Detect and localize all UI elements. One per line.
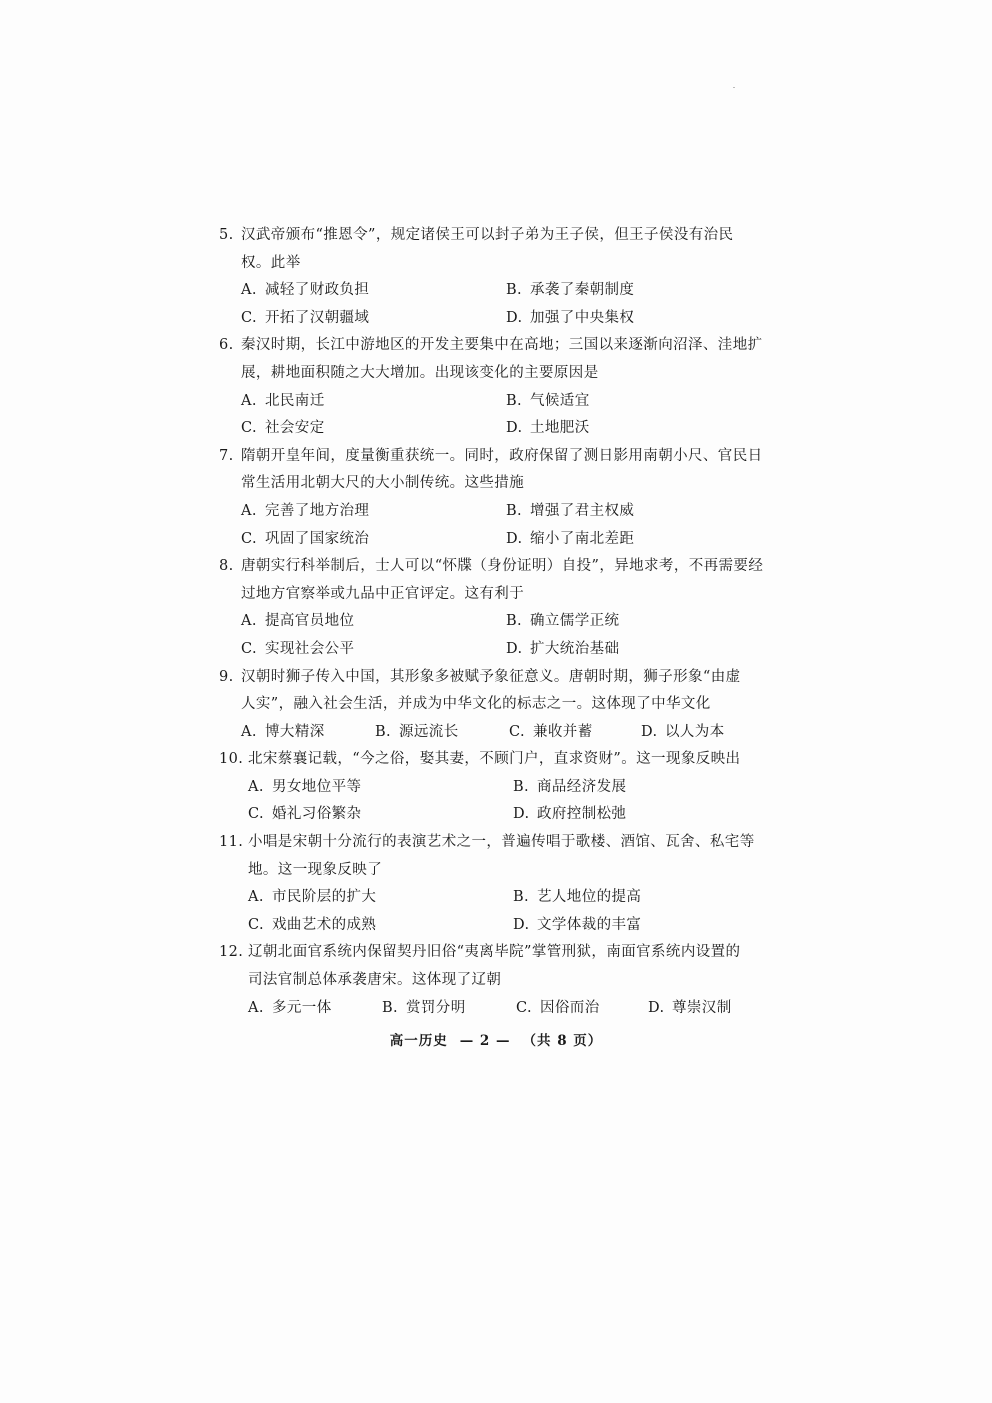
- option-b: [506, 498, 634, 526]
- option-letter: D.: [641, 723, 658, 740]
- question-stem-line: [219, 553, 784, 581]
- option-letter: C.: [241, 640, 257, 657]
- question-number: 9.: [219, 668, 234, 685]
- question-item: [219, 664, 784, 747]
- option-letter: C.: [248, 806, 264, 823]
- option-letter: C.: [248, 916, 264, 933]
- footer-subject: 高一历史: [389, 1033, 448, 1049]
- option-row: [219, 719, 784, 747]
- option-text: 社会安定: [265, 420, 325, 437]
- question-item: [219, 443, 784, 553]
- option-letter: C.: [509, 723, 525, 740]
- option-d: [648, 995, 732, 1023]
- option-row: [219, 415, 784, 443]
- option-a: [241, 388, 325, 416]
- option-c: [241, 636, 354, 664]
- option-text: 赏罚分明: [406, 999, 466, 1016]
- option-a: [241, 719, 325, 747]
- question-stem-text: 常生活用北朝大尺的大小制传统。这些措施: [241, 475, 525, 492]
- option-c: [516, 995, 600, 1023]
- question-stem-line: [219, 222, 784, 250]
- option-text: 北民南迁: [265, 392, 325, 409]
- option-letter: A.: [248, 999, 264, 1016]
- question-stem-line: [219, 691, 784, 719]
- option-row: [219, 277, 784, 305]
- question-stem-text: 司法官制总体承袭唐宋。这体现了辽朝: [248, 972, 502, 989]
- option-letter: C.: [241, 309, 257, 326]
- option-text: 政府控制松弛: [537, 806, 627, 823]
- option-c: [241, 526, 369, 554]
- question-stem-text: 秦汉时期，长江中游地区的开发主要集中在高地；三国以来逐渐向沼泽、洼地扩: [241, 337, 763, 354]
- option-row: [219, 526, 784, 554]
- option-text: 博大精深: [265, 723, 325, 740]
- question-item: [219, 332, 784, 442]
- option-text: 艺人地位的提高: [537, 889, 642, 906]
- question-item: [219, 746, 784, 829]
- option-letter: A.: [241, 723, 257, 740]
- question-number: 12.: [219, 944, 244, 961]
- question-stem-text: 隋朝开皇年间，度量衡重获统一。同时，政府保留了测日影用南朝小尺、官民日: [241, 447, 763, 464]
- option-c: [241, 415, 325, 443]
- question-stem-text: 辽朝北面官系统内保留契丹旧俗“夷离毕院”掌管刑狱，南面官系统内设置的: [248, 944, 741, 961]
- question-stem-line: [219, 443, 784, 471]
- option-text: 多元一体: [272, 999, 332, 1016]
- option-text: 加强了中央集权: [530, 309, 635, 326]
- option-d: [513, 912, 641, 940]
- option-text: 尊崇汉制: [672, 999, 732, 1016]
- option-letter: A.: [241, 392, 257, 409]
- option-c: [241, 305, 369, 333]
- option-letter: B.: [382, 999, 399, 1016]
- question-number: 10.: [219, 751, 244, 768]
- option-row: [219, 388, 784, 416]
- option-text: 完善了地方治理: [265, 502, 370, 519]
- question-stem-line: [219, 470, 784, 498]
- question-item: [219, 553, 784, 663]
- question-number: 6.: [219, 337, 234, 354]
- option-letter: A.: [241, 502, 257, 519]
- option-text: 巩固了国家统治: [265, 530, 370, 547]
- option-text: 文学体裁的丰富: [537, 916, 642, 933]
- option-b: [375, 719, 459, 747]
- option-row: [219, 801, 784, 829]
- question-stem-line: [219, 967, 784, 995]
- option-b: [513, 884, 641, 912]
- option-letter: B.: [375, 723, 392, 740]
- option-row: [219, 774, 784, 802]
- question-stem-text: 北宋蔡襄记载，“今之俗，娶其妻，不顾门户，直求资财”。这一现象反映出: [248, 751, 741, 768]
- option-d: [506, 415, 590, 443]
- option-row: [219, 608, 784, 636]
- option-letter: A.: [248, 778, 264, 795]
- option-a: [241, 277, 369, 305]
- option-letter: D.: [506, 640, 523, 657]
- option-text: 缩小了南北差距: [530, 530, 635, 547]
- option-b: [513, 774, 626, 802]
- question-number: 5.: [219, 227, 234, 243]
- option-a: [248, 884, 376, 912]
- option-letter: D.: [506, 530, 523, 547]
- option-text: 兼收并蓄: [533, 723, 593, 740]
- question-item: [219, 829, 784, 939]
- question-stem-text: 权。此举: [241, 254, 301, 271]
- option-row: [219, 912, 784, 940]
- option-b: [382, 995, 466, 1023]
- option-text: 婚礼习俗繁杂: [272, 806, 362, 823]
- question-stem-line: [219, 250, 784, 278]
- option-letter: D.: [513, 806, 530, 823]
- option-letter: C.: [241, 420, 257, 437]
- option-b: [506, 608, 619, 636]
- option-letter: C.: [241, 530, 257, 547]
- option-letter: B.: [513, 889, 530, 906]
- option-text: 市民阶层的扩大: [272, 889, 377, 906]
- option-text: 戏曲艺术的成熟: [272, 916, 377, 933]
- option-text: 确立儒学正统: [530, 613, 620, 630]
- option-text: 开拓了汉朝疆域: [265, 309, 370, 326]
- option-letter: A.: [241, 613, 257, 630]
- question-number: 8.: [219, 558, 234, 575]
- question-stem-text: 人实”，融入社会生活，并成为中华文化的标志之一。这体现了中华文化: [241, 696, 711, 713]
- option-a: [248, 995, 332, 1023]
- question-stem-line: [219, 857, 784, 885]
- option-letter: D.: [648, 999, 665, 1016]
- question-stem-line: [219, 332, 784, 360]
- option-a: [248, 774, 361, 802]
- question-stem-text: 展，耕地面积随之大大增加。出现该变化的主要原因是: [241, 364, 599, 381]
- option-text: 增强了君主权威: [530, 502, 635, 519]
- question-stem-line: [219, 360, 784, 388]
- question-item: [219, 222, 784, 332]
- scan-speck: [733, 87, 735, 88]
- question-stem-line: [219, 829, 784, 857]
- option-text: 源远流长: [399, 723, 459, 740]
- option-letter: D.: [513, 916, 530, 933]
- question-number: 7.: [219, 447, 234, 464]
- option-text: 实现社会公平: [265, 640, 355, 657]
- option-letter: A.: [248, 889, 264, 906]
- option-b: [506, 277, 634, 305]
- option-letter: B.: [506, 502, 523, 519]
- option-letter: B.: [506, 282, 523, 299]
- option-row: [219, 498, 784, 526]
- option-letter: D.: [506, 420, 523, 437]
- page-footer: [0, 1029, 992, 1049]
- option-a: [241, 498, 369, 526]
- option-text: 商品经济发展: [537, 778, 627, 795]
- option-d: [506, 305, 634, 333]
- option-text: 提高官员地位: [265, 613, 355, 630]
- option-c: [248, 912, 376, 940]
- option-d: [641, 719, 725, 747]
- footer-total-pages: （共 8 页）: [522, 1033, 603, 1049]
- option-row: [219, 995, 784, 1023]
- option-row: [219, 305, 784, 333]
- option-c: [248, 801, 361, 829]
- option-d: [513, 801, 626, 829]
- option-text: 扩大统治基础: [530, 640, 620, 657]
- question-number: 11.: [219, 834, 244, 851]
- option-letter: C.: [516, 999, 532, 1016]
- option-letter: B.: [506, 613, 523, 630]
- question-stem-line: [219, 746, 784, 774]
- option-text: 承袭了秦朝制度: [530, 282, 635, 299]
- option-row: [219, 884, 784, 912]
- question-stem-line: [219, 939, 784, 967]
- option-row: [219, 636, 784, 664]
- question-stem-line: [219, 581, 784, 609]
- option-text: 男女地位平等: [272, 778, 362, 795]
- question-stem-text: 过地方官察举或九品中正官评定。这有利于: [241, 585, 525, 602]
- option-letter: B.: [513, 778, 530, 795]
- option-c: [509, 719, 593, 747]
- option-a: [241, 608, 354, 636]
- question-list: [219, 222, 784, 1022]
- option-letter: D.: [506, 309, 523, 326]
- option-text: 因俗而治: [540, 999, 600, 1016]
- question-stem-text: 汉朝时狮子传入中国，其形象多被赋予象征意义。唐朝时期，狮子形象“由虚: [241, 668, 741, 685]
- option-text: 土地肥沃: [530, 420, 590, 437]
- question-stem-text: 汉武帝颁布“推恩令”，规定诸侯王可以封子弟为王子侯，但王子侯没有治民: [241, 227, 734, 243]
- question-stem-text: 地。这一现象反映了: [248, 861, 383, 878]
- option-letter: B.: [506, 392, 523, 409]
- question-stem-line: [219, 664, 784, 692]
- question-stem-text: 小唱是宋朝十分流行的表演艺术之一，普遍传唱于歌楼、酒馆、瓦舍、私宅等: [248, 834, 755, 851]
- option-text: 减轻了财政负担: [265, 282, 370, 299]
- option-text: 气候适宜: [530, 392, 590, 409]
- question-item: [219, 939, 784, 1022]
- option-d: [506, 636, 619, 664]
- question-stem-text: 唐朝实行科举制后，士人可以“怀牒（身份证明）自投”，异地求考，不再需要经: [241, 558, 764, 575]
- option-b: [506, 388, 590, 416]
- option-d: [506, 526, 634, 554]
- footer-page-number: — 2 —: [459, 1033, 511, 1049]
- option-text: 以人为本: [665, 723, 725, 740]
- option-letter: A.: [241, 282, 257, 299]
